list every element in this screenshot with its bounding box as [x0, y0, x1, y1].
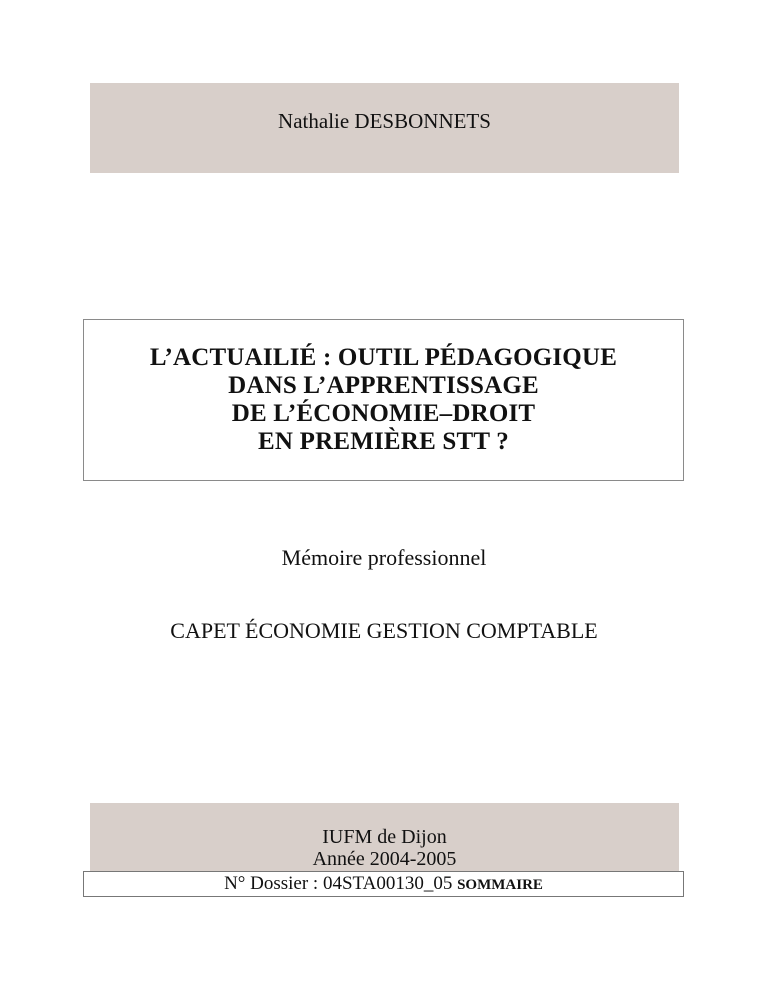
- exam-name: CAPET ÉCONOMIE GESTION COMPTABLE: [170, 618, 598, 643]
- footer-band: [90, 803, 679, 873]
- author-band: [90, 83, 679, 173]
- document-type: Mémoire professionnel: [281, 545, 487, 570]
- title-line-1: L’ACTUAILIÉ : OUTIL PÉDAGOGIQUE: [149, 344, 618, 371]
- dossier-number: N° Dossier : 04STA00130_05: [224, 873, 453, 894]
- sommaire-label: SOMMAIRE: [457, 877, 543, 893]
- title-line-3: DE L’ÉCONOMIE–DROIT: [231, 400, 536, 427]
- author-name: Nathalie DESBONNETS: [278, 109, 491, 133]
- institution: IUFM de Dijon: [322, 826, 447, 848]
- title-line-2: DANS L’APPRENTISSAGE: [228, 372, 539, 399]
- dossier-box: [83, 871, 684, 897]
- title-box: [83, 319, 684, 481]
- academic-year: Année 2004-2005: [312, 848, 457, 870]
- title-line-4: EN PREMIÈRE STT ?: [258, 428, 509, 455]
